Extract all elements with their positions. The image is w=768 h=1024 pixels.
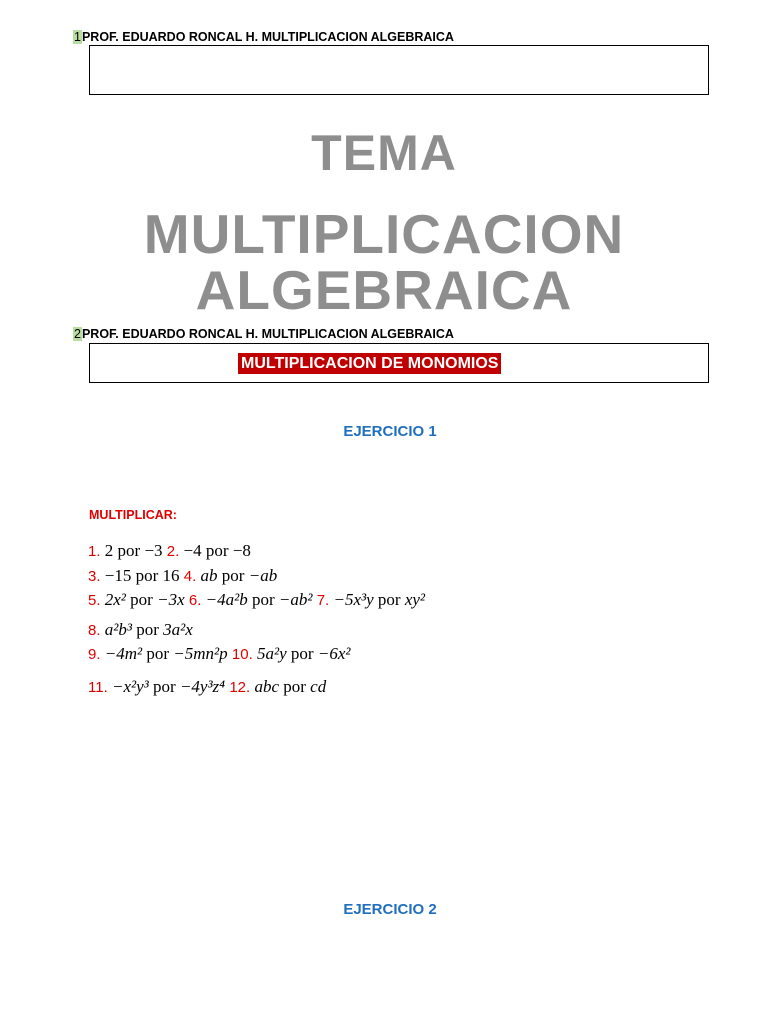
exercise-term: −15 <box>104 566 132 585</box>
exercise-number: 11. <box>88 679 108 696</box>
exercise-term: a²b³ <box>104 620 132 639</box>
exercise-line-5 <box>88 644 350 665</box>
exercise-term: −6x² <box>317 644 351 663</box>
exercise-line-1 <box>88 541 251 562</box>
exercise-op: por <box>283 677 306 696</box>
page-header-1 <box>73 29 454 45</box>
exercise-term: −4a²b <box>205 590 248 609</box>
exercise-term: −8 <box>232 541 251 560</box>
exercise-op: por <box>146 644 170 663</box>
exercise-term: 3a²x <box>163 620 193 639</box>
exercise-term: cd <box>310 677 327 696</box>
exercise-term: 2 <box>104 541 114 560</box>
exercise-number: 6. <box>188 592 202 609</box>
exercise-line-6 <box>88 677 326 698</box>
exercise-number: 12. <box>229 679 251 696</box>
exercise-term: −3x <box>157 590 185 609</box>
title-tema: TEMA <box>311 125 457 181</box>
multiplicar-label: MULTIPLICAR: <box>89 508 177 522</box>
exercise-number: 4. <box>183 568 197 585</box>
exercise-term: ab <box>200 566 218 585</box>
exercise-line-4 <box>88 620 193 641</box>
section-title-box <box>89 343 709 383</box>
exercise-term: −4y³z⁴ <box>179 677 226 696</box>
exercise-term: −x²y³ <box>112 677 149 696</box>
ejercicio-2-heading: EJERCICIO 2 <box>343 901 437 918</box>
exercise-number: 8. <box>88 622 101 639</box>
exercise-line-3 <box>88 590 425 611</box>
exercise-term: −ab <box>248 566 278 585</box>
exercise-number: 7. <box>316 592 330 609</box>
ejercicio-1-heading: EJERCICIO 1 <box>343 423 437 440</box>
exercise-number: 9. <box>88 646 101 663</box>
header-text: PROF. EDUARDO RONCAL H. MULTIPLICACION ALGEBRAICA <box>81 327 454 341</box>
exercise-term: −5x³y <box>333 590 374 609</box>
exercise-op: por <box>136 620 159 639</box>
page-number: 2 <box>74 327 81 341</box>
page-header-2 <box>73 326 454 342</box>
exercise-op: por <box>377 590 401 609</box>
exercise-term: −5mn²p <box>173 644 228 663</box>
exercise-term: 5a²y <box>257 644 287 663</box>
exercise-op: por <box>251 590 275 609</box>
exercise-term: −ab² <box>278 590 313 609</box>
exercise-term: −4 <box>183 541 202 560</box>
exercise-term: abc <box>254 677 279 696</box>
exercise-term: 2x² <box>104 590 126 609</box>
exercise-line-2 <box>88 566 277 587</box>
exercise-term: −4m² <box>104 644 143 663</box>
header-text: PROF. EDUARDO RONCAL H. MULTIPLICACION ALGEBRAICA <box>81 30 454 44</box>
exercise-op: por <box>153 677 176 696</box>
exercise-op: por <box>205 541 229 560</box>
exercise-op: por <box>135 566 159 585</box>
exercise-term: 16 <box>162 566 180 585</box>
exercise-number: 10. <box>231 646 253 663</box>
exercise-op: por <box>290 644 314 663</box>
header-box-1 <box>89 45 709 95</box>
title-algebraica: ALGEBRAICA <box>195 259 573 321</box>
title-multiplicacion: MULTIPLICACION <box>143 203 625 265</box>
exercise-term: xy² <box>404 590 426 609</box>
section-title: MULTIPLICACION DE MONOMIOS <box>238 353 501 374</box>
exercise-term: −3 <box>144 541 163 560</box>
exercise-number: 5. <box>88 592 101 609</box>
exercise-number: 1. <box>88 543 101 560</box>
exercise-op: por <box>130 590 153 609</box>
exercise-op: por <box>221 566 245 585</box>
exercise-number: 3. <box>88 568 101 585</box>
page-number: 1 <box>74 30 81 44</box>
exercise-op: por <box>117 541 141 560</box>
exercise-number: 2. <box>166 543 180 560</box>
